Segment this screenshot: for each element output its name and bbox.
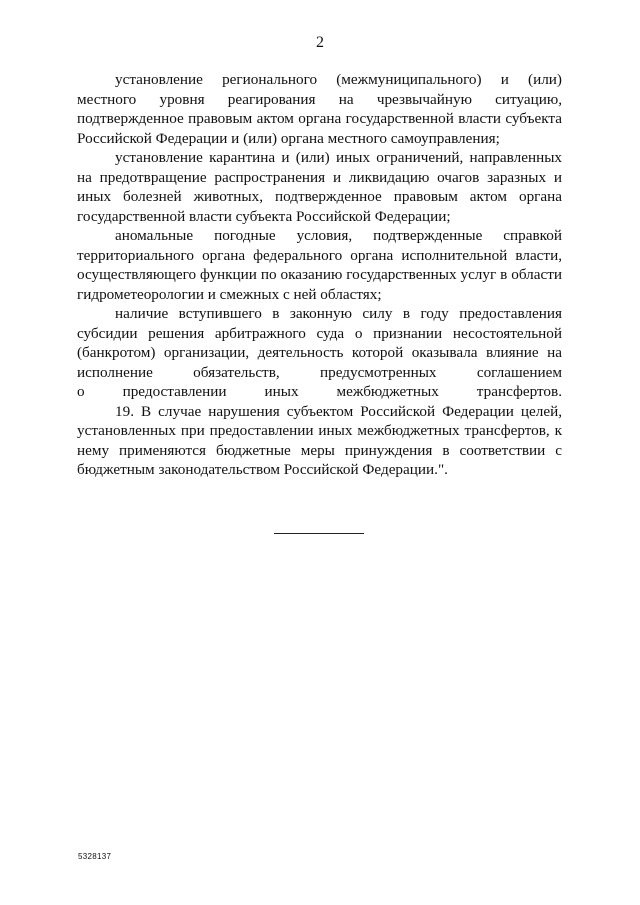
paragraph-weather-conditions: аномальные погодные условия, подтвержденные справкой территориального органа федерального органа исполнительной власти, осуществляющего функции по оказанию государственных услуг в области гидрометеорологии и смежных с ней областях; (77, 227, 562, 303)
page-number: 2 (316, 34, 324, 51)
paragraph-19-enforcement: 19. В случае нарушения субъектом Российской Федерации целей, установленных при предоставлении иных межбюджетных трансфертов, к нему применяются бюджетные меры принуждения в соответствии с бюджетным законодательством Российской Федерации.". (77, 402, 562, 478)
paragraph-emergency-response: установление регионального (межмуниципального) и (или) местного уровня реагирования на чрезвычайную ситуацию, подтвержденное правовым актом органа государственной власти субъекта Российской Федерации и (или) органа местного самоуправления; (77, 71, 562, 147)
paragraph-bankruptcy-main: наличие вступившего в законную силу в году предоставления субсидии решения арбитражного суда о признании несостоятельной (банкротом) организации, деятельность которой оказывала влияние на исполнение обязательств, предусмотренных соглашением (77, 305, 562, 381)
document-code: 5328137 (78, 852, 112, 861)
section-separator-line (274, 533, 364, 534)
paragraph-quarantine: установление карантина и (или) иных ограничений, направленных на предотвращение распространения и ликвидацию очагов заразных и иных болезней животных, подтвержденное правовым актом органа государственной власти субъекта Российской Федерации; (77, 149, 562, 225)
document-body (77, 70, 562, 480)
paragraph-bankruptcy-last-line: о предоставлении иных межбюджетных трансфертов. (77, 383, 562, 400)
paragraph-bankruptcy (77, 304, 562, 402)
